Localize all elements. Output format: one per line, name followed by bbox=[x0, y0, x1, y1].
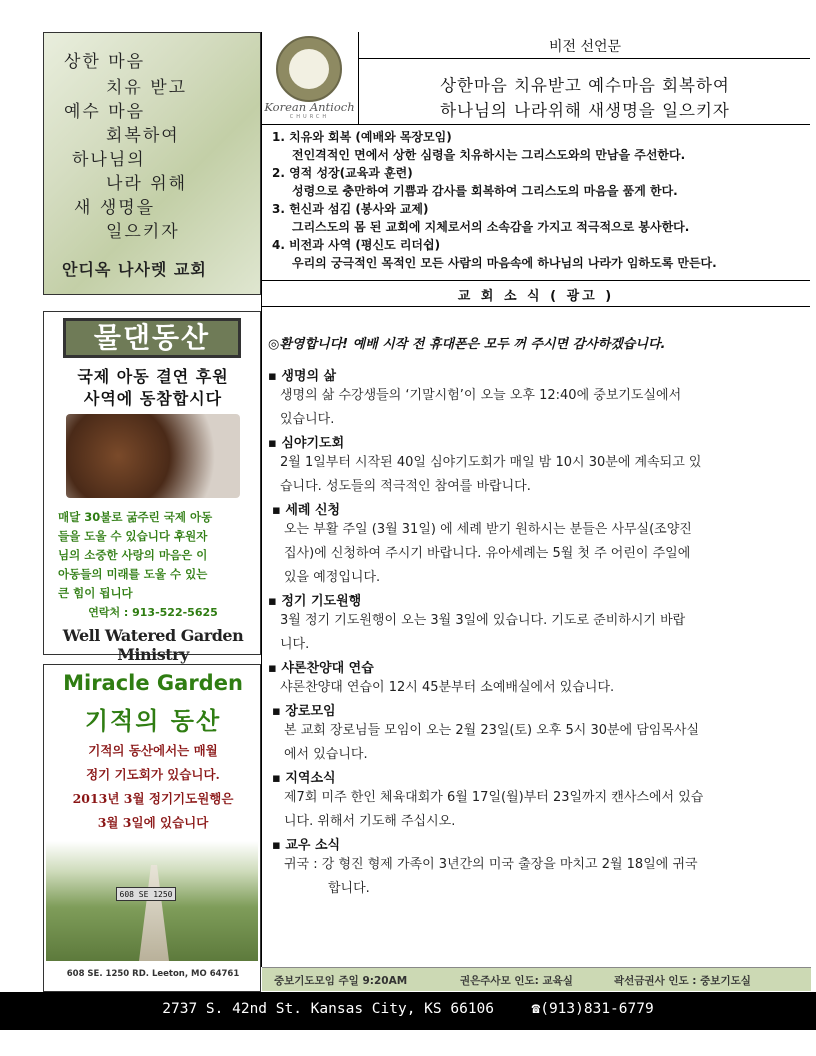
vision-item-desc: 성령으로 충만하여 기쁨과 감사를 회복하여 그리스도의 마음을 품게 한다. bbox=[292, 184, 678, 198]
mailbox-sign: 608 SE 1250 bbox=[116, 887, 176, 901]
poem-line: 치유 받고 bbox=[106, 78, 188, 98]
prayer-schedule-strip bbox=[262, 967, 811, 991]
news-title: 교 회 소 식 ( 광고 ) bbox=[457, 289, 615, 304]
ad-heading: 국제 아동 결연 후원 bbox=[77, 367, 229, 386]
phone-number: ☎(913)831-6779 bbox=[531, 1001, 654, 1017]
poem-line: 하나님의 bbox=[72, 150, 146, 170]
news-item-head: ▪ 교우 소식 bbox=[272, 838, 341, 853]
news-item-body: 본 교회 장로님들 모임이 오는 2월 23일(토) 오후 5시 30분에 담임목사실 에서 있습니다. bbox=[284, 723, 700, 762]
miracle-garden-ad bbox=[43, 664, 261, 992]
news-item-body: 2월 1일부터 시작된 40일 심야기도회가 매일 밤 10시 30분에 계속되고 있 습니다. 성도들의 적극적인 참여를 바랍니다. bbox=[280, 455, 702, 494]
news-top-divider bbox=[261, 280, 810, 281]
news-item-body: 샤론찬양대 연습이 12시 45분부터 소예배실에서 있습니다. bbox=[280, 680, 615, 695]
vision-line: 상한마음 치유받고 예수마음 회복하여 bbox=[440, 76, 730, 95]
poem-line: 새 생명을 bbox=[74, 198, 156, 218]
vision-item-head: 2. 영적 성장(교육과 훈련) bbox=[272, 166, 413, 180]
news-item bbox=[268, 432, 798, 499]
bullet-icon: ▪ bbox=[268, 436, 277, 451]
news-item-head: ▪ 세례 신청 bbox=[272, 503, 341, 518]
ad-heading: 사역에 동참합시다 bbox=[83, 389, 223, 408]
logo-center-icon bbox=[289, 49, 329, 89]
news-item bbox=[268, 834, 798, 901]
bullet-icon: ▪ bbox=[268, 594, 277, 609]
news-item-head: ▪ 지역소식 bbox=[272, 771, 336, 786]
news-item bbox=[268, 590, 798, 657]
poem-panel bbox=[43, 32, 261, 295]
children-photo bbox=[66, 414, 240, 498]
poem-line: 상한 마음 bbox=[64, 52, 146, 72]
ad-title: 물댄동산 bbox=[63, 318, 241, 358]
poem-church-name: 안디옥 나사렛 교회 bbox=[62, 260, 207, 279]
bullet-icon: ▪ bbox=[272, 704, 281, 719]
news-item-body: 3월 정기 기도원행이 오는 3월 3일에 있습니다. 기도로 준비하시기 바랍 니다. bbox=[280, 613, 686, 652]
bullet-icon: ▪ bbox=[272, 838, 281, 853]
news-item bbox=[268, 657, 798, 700]
news-item-head: ▪ 심야기도회 bbox=[268, 436, 345, 451]
vision-line: 하나님의 나라위해 새생명을 일으키자 bbox=[440, 101, 730, 120]
vision-items bbox=[272, 128, 810, 272]
news-item bbox=[268, 700, 798, 767]
news-list bbox=[268, 365, 798, 901]
logo-name: Korean Antioch bbox=[264, 100, 355, 114]
news-item-body: 오는 부활 주일 (3월 31일) 에 세례 받기 원하시는 분들은 사무실(조양진 집사)에 신청하여 주시기 바랍니다. 유아세례는 5월 첫 주 어린이 주일에 있을 예정입니다. bbox=[284, 522, 692, 585]
church-logo bbox=[262, 32, 357, 124]
bullet-icon: ▪ bbox=[268, 661, 277, 676]
poem-line: 나라 위해 bbox=[106, 174, 188, 194]
column-divider bbox=[261, 32, 262, 967]
vision-item-desc: 우리의 궁극적인 목적인 모든 사람의 마음속에 하나님의 나라가 임하도록 만든다. bbox=[292, 256, 717, 270]
ad-address: 608 SE. 1250 RD. Leeton, MO 64761 bbox=[66, 969, 240, 979]
child-sponsorship-ad bbox=[43, 311, 261, 664]
bullet-icon: ▪ bbox=[268, 369, 277, 384]
ad-title-en: Miracle Garden bbox=[63, 671, 243, 695]
news-title-divider bbox=[261, 306, 810, 307]
prayer-time: 중보기도모임 주일 9:20AM bbox=[274, 975, 408, 987]
news-item-head: ▪ 장로모임 bbox=[272, 704, 336, 719]
news-item bbox=[268, 365, 798, 432]
news-item-head: ▪ 샤론찬양대 연습 bbox=[268, 661, 374, 676]
poem-line: 예수 마음 bbox=[64, 102, 146, 122]
ad-message: 기적의 동산에서는 매월 정기 기도회가 있습니다. 2013년 3월 정기기도원행은 3월 3일에 있습니다 bbox=[72, 743, 234, 830]
ad-title-ko: 기적의 동산 bbox=[84, 707, 222, 735]
vision-item-head: 1. 치유와 회복 (예배와 목장모임) bbox=[272, 130, 452, 144]
news-item-body: 생명의 삶 수강생들의 ‘기말시험’이 오늘 오후 12:40에 중보기도실에서 있습니다. bbox=[280, 388, 682, 427]
vision-divider bbox=[261, 124, 810, 125]
bullet-icon: ▪ bbox=[272, 503, 281, 518]
logo-divider bbox=[358, 32, 359, 124]
vision-title: 비전 선언문 bbox=[548, 39, 622, 55]
vision-item-head: 4. 비전과 사역 (평신도 리더쉽) bbox=[272, 238, 441, 252]
ministry-name: Well Watered Garden Ministry bbox=[62, 626, 244, 664]
vision-item-desc: 그리스도의 몸 된 교회에 지체로서의 소속감을 가지고 적극적으로 봉사한다. bbox=[292, 220, 690, 234]
news-item-body: 귀국 : 강 형진 형제 가족이 3년간의 미국 출장을 마치고 2월 18일에 귀국 합니다. bbox=[284, 857, 698, 896]
poem-line: 회복하여 bbox=[106, 126, 180, 146]
church-address bbox=[0, 1001, 816, 1017]
ad-body: 매달 30불로 굶주린 국제 아동 들을 도울 수 있습니다 후원자 님의 소중한 사랑의 마음은 이 아동들의 미래를 도울 수 있는 큰 힘이 됩니다 bbox=[58, 510, 213, 600]
bullet-icon: ▪ bbox=[272, 771, 281, 786]
prayer-leader-education: 권은주사모 인도: 교육실 bbox=[460, 975, 573, 987]
title-divider bbox=[358, 58, 810, 59]
welcome-notice: ◎환영합니다! 예배 시작 전 휴대폰은 모두 꺼 주시면 감사하겠습니다. bbox=[268, 337, 666, 352]
logo-sub: CHURCH bbox=[289, 114, 330, 120]
news-item bbox=[268, 499, 798, 590]
news-item-head: ▪ 정기 기도원행 bbox=[268, 594, 362, 609]
news-item-head: ▪ 생명의 삶 bbox=[268, 369, 337, 384]
poem-line: 일으키자 bbox=[106, 222, 180, 242]
news-item-body: 제7회 미주 한인 체육대회가 6월 17일(월)부터 23일까지 캔사스에서 있습 니다. 위해서 기도해 주십시오. bbox=[284, 790, 704, 829]
vision-item-desc: 전인격적인 면에서 상한 심령을 치유하시는 그리스도와의 만남을 주선한다. bbox=[292, 148, 686, 162]
vision-item-head: 3. 헌신과 섬김 (봉사와 교제) bbox=[272, 202, 429, 216]
street-address: 2737 S. 42nd St. Kansas City, KS 66106 bbox=[162, 1001, 495, 1017]
ad-contact: 연락처 : 913-522-5625 bbox=[88, 606, 218, 619]
news-item bbox=[268, 767, 798, 834]
address-bar bbox=[0, 992, 816, 1030]
prayer-leader-intercession: 곽선금권사 인도 : 중보기도실 bbox=[614, 975, 751, 987]
